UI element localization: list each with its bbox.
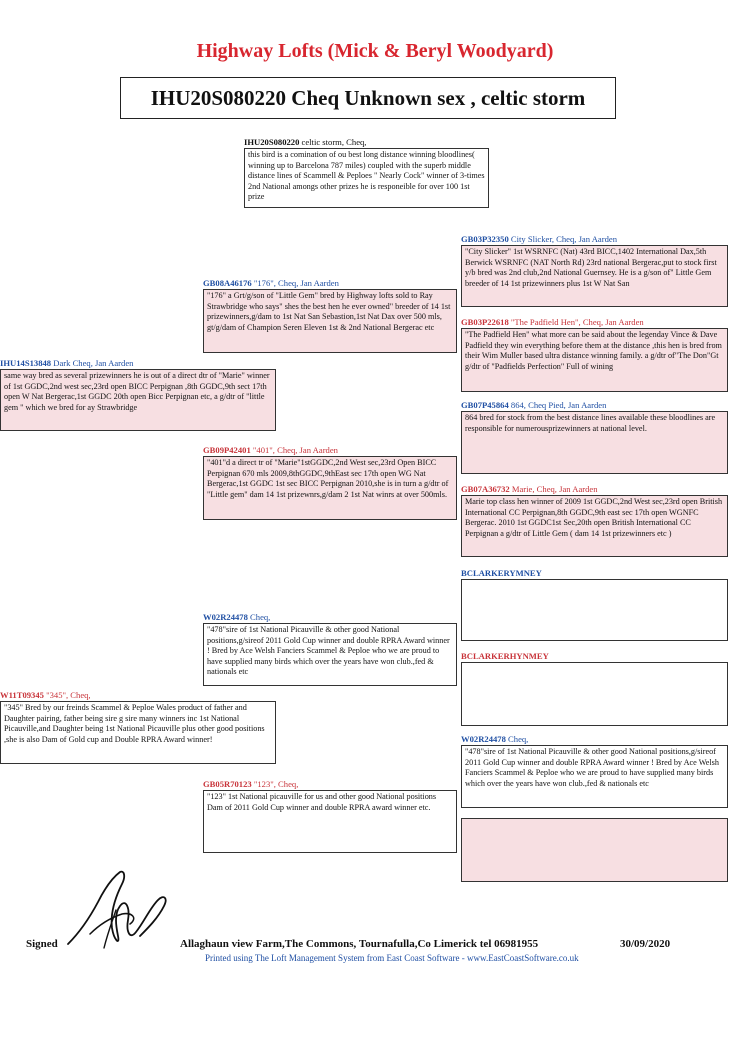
sire-dam-meta: "401", Cheq, Jan Aarden (250, 445, 338, 455)
dam-sire-node (203, 612, 457, 686)
dam-notes: "345" Bred by our freinds Scammel & Peploe Wales product of father and Daughter pairing, father being sire g sire many winners inc 1st National Picauville,and Daughter being 1st National Picauville plus other good positions ,she is also Dam of Gold cup and Double RPRA Award winner! (0, 701, 276, 764)
sss-ring: GB03P32350 (461, 234, 509, 244)
subject-notes: this bird is a comination of ou best long distance winning bloodlines( winning up to Barcelona 787 miles) coupled with the superb middle distance lines of Scammell & Peploes " Nearly Cock" winner of 3-times 2nd National amongs other prizes he is responeible for over 100 1st prize (244, 148, 489, 208)
dam-sire-ring: W02R24478 (203, 612, 248, 622)
dam-dam-notes: "123" 1st National picauville for us and other good National positions Dam of 2011 Gold Cup winner and double RPRA award winner etc. (203, 790, 457, 853)
sire-sire-sire-node (461, 234, 728, 307)
handwritten-signature (60, 862, 180, 954)
sire-dam-ring: GB09P42401 (203, 445, 251, 455)
sire-meta: Dark Cheq, Jan Aarden (51, 358, 134, 368)
sire-sire-meta: "176", Cheq, Jan Aarden (251, 278, 339, 288)
dam-dam-meta: "123", Cheq, (251, 779, 299, 789)
dds-meta: Cheq, (505, 734, 529, 744)
dss-ring: BCLARKERYMNEY (461, 568, 542, 578)
sire-notes: same way bred as several prizewinners he is out of a direct dtr of "Marie" winner of 1st GGDC,2nd west sec,23rd open BICC Perpignan ,8th GGDC,9th sect 17th open W Nat Bergerac,1st GGDC 20th open Bicc Perpignan etc, a g/dtr of "little gem " which we bred for ay Strawbridge (0, 369, 276, 431)
dam-sire-notes: "478"sire of 1st National Picauville & other good National positions,g/sireof 2011 Gold Cup winner and double RPRA Award winner ! Bred by Ace Welsh Fanciers Scammel & Peploe who we are proud to have supplied many birds which over the years have won club.,fed & nationals etc (203, 623, 457, 686)
dds-ring: W02R24478 (461, 734, 506, 744)
dam-sire-meta: Cheq, (247, 612, 271, 622)
sds-ring: GB07P45864 (461, 400, 509, 410)
sire-dam-node (203, 445, 457, 520)
sire-node (0, 358, 276, 431)
subject-node (244, 137, 489, 208)
address-line: Allaghaun view Farm,The Commons, Tournafulla,Co Limerick tel 06981955 (180, 938, 539, 950)
loft-title: Highway Lofts (Mick & Beryl Woodyard) (196, 40, 554, 62)
sire-sire-ring: GB08A46176 (203, 278, 252, 288)
ssd-meta: "The Padfield Hen", Cheq, Jan Aarden (508, 317, 644, 327)
dam-dam-dam-node (461, 818, 728, 882)
sire-dam-dam-node (461, 484, 728, 557)
sire-sire-node (203, 278, 457, 353)
dsd-ring: BCLARKERHYNMEY (461, 651, 549, 661)
sds-notes: 864 bred for stock from the best distance lines available these bloodlines are responsible for numerousprizewinners at national level. (461, 411, 728, 474)
signed-label: Signed (26, 938, 58, 950)
sire-dam-sire-node (461, 400, 728, 474)
subject-ring: IHU20S080220 (244, 137, 300, 147)
ssd-ring: GB03P22618 (461, 317, 509, 327)
sire-ring: IHU14S13848 (0, 358, 52, 368)
printed-by-line: Printed using The Loft Management System from East Coast Software - www.EastCoastSoftware.co.uk (205, 953, 579, 963)
sire-sire-dam-node (461, 317, 728, 392)
ddd-notes (461, 818, 728, 882)
ssd-notes: "The Padfield Hen" what more can be said about the legenday Vince & Dave Padfield they win everything before them at the distance ,this hen is bred from their Wim Muller based ultra distance winning family. a g/dtr of"The Don"Gt g/dtr of "Padfields Perfection" Full of wining (461, 328, 728, 392)
dam-dam-node (203, 779, 457, 853)
sire-dam-notes: "401"d a direct tr of "Marie"1stGGDC,2nd West sec,23rd Open BICC Perpignan 670 mls 2009,8thGGDC,9thEast sec 17th open WG Nat Bergerac,1st GGDC 1st sec BICC Perpignan 2010,she is in turn a g/dtr of "Little gem" dam 14 1st prizewnrs,g/dam 2 1st Nat winrs at over 500mls. (203, 456, 457, 520)
dam-dam-ring: GB05R70123 (203, 779, 252, 789)
dam-node (0, 690, 276, 764)
bird-title-box (120, 77, 616, 119)
sdd-notes: Marie top class hen winner of 2009 1st GGDC,2nd West sec,23rd open British International CC Perpignan,8th GGDC,9th east sec 17th open WGNFC Bergerac. 2010 1st GGDC1st Sec,20th open British International CC Perpignan a g/dtr of Little Gem ( dam 14 1st prizewinners etc ) (461, 495, 728, 557)
sds-meta: 864, Cheq Pied, Jan Aarden (508, 400, 607, 410)
date: 30/09/2020 (620, 938, 671, 950)
dam-sire-dam-node (461, 651, 728, 726)
sdd-ring: GB07A36732 (461, 484, 510, 494)
sire-sire-notes: "176" a Grt/g/son of "Little Gem" bred by Highway lofts sold to Ray Strawbridge who says" shes the best hen he ever owned" breeder of 14 1st prizewinners,g/dam to 1st Nat San Sebastion,1st Nat Dax over 500 mls, gt/g/dam of Champion Seren Eleven 1st & 2nd National Bergerac etc (203, 289, 457, 353)
sdd-meta: Marie, Cheq, Jan Aarden (509, 484, 598, 494)
dam-dam-sire-node (461, 734, 728, 808)
sss-meta: City Slicker, Cheq, Jan Aarden (508, 234, 618, 244)
bird-title: IHU20S080220 Cheq Unknown sex , celtic storm (150, 85, 586, 110)
dam-meta: "345", Cheq, (43, 690, 91, 700)
dam-ring: W11T09345 (0, 690, 44, 700)
subject-meta: celtic storm, Cheq, (299, 137, 367, 147)
dds-notes: "478"sire of 1st National Picauville & other good National positions,g/sireof 2011 Gold Cup winner and double RPRA Award winner ! Bred by Ace Welsh Fanciers Scammel & Peploe who we are proud to have supplied many birds which over the years have won club.,fed & nationals etc (461, 745, 728, 808)
dss-notes (461, 579, 728, 641)
dam-sire-sire-node (461, 568, 728, 641)
sss-notes: "City Slicker" 1st WSRNFC (Nat) 43rd BICC,1402 International Dax,5th Berwick WSRNFC (NAT North Rd) 23rd national Bergerac,put to stock first y/b bred was 2nd club,2nd National Guernsey. He is a g/son of" Little Gem breeder of 14 1st prizewinners plus 1st W Nat San (461, 245, 728, 307)
dsd-notes (461, 662, 728, 726)
